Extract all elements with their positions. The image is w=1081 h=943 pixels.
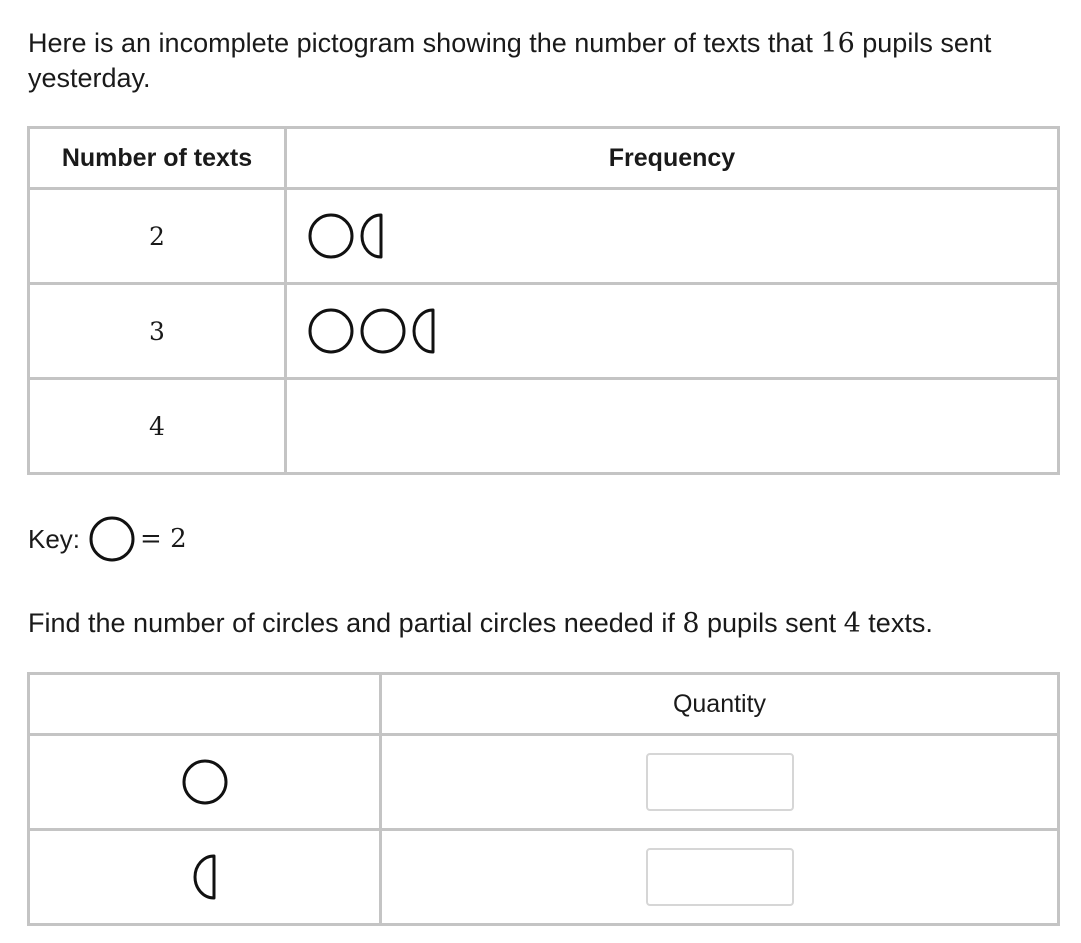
quantity-cell — [381, 830, 1059, 925]
answer-row-full-circle — [29, 735, 1059, 830]
full-circle-icon — [359, 307, 407, 355]
question-text-start: Find the number of circles and partial circles needed if — [28, 608, 683, 638]
intro-text-end: pupils sent yesterday. — [28, 28, 992, 93]
header-symbol — [29, 674, 381, 735]
frequency-cell-empty — [286, 379, 1059, 474]
pictogram-key — [28, 514, 187, 564]
key-label: Key: — [28, 523, 81, 554]
header-frequency: Frequency — [286, 128, 1059, 189]
full-circle-key-icon — [88, 515, 136, 563]
texts-value: 2 — [29, 189, 286, 284]
quantity-cell — [381, 735, 1059, 830]
intro-text-start: Here is an incomplete pictogram showing the number of texts that — [28, 28, 821, 58]
answer-table — [27, 672, 1060, 926]
question-text-middle: pupils sent — [699, 608, 844, 638]
half-circle-icon — [359, 212, 385, 260]
full-circle-icon — [307, 307, 355, 355]
pictogram-row — [29, 189, 1059, 284]
key-value: = 2 — [140, 524, 187, 554]
full-circle-icon — [181, 758, 229, 806]
question-texts: 4 — [843, 608, 861, 639]
answer-header-row — [29, 674, 1059, 735]
question-text — [28, 606, 933, 641]
symbol-row — [307, 401, 1057, 451]
symbol-cell — [29, 735, 381, 830]
full-circle-icon — [307, 212, 355, 260]
question-pupils: 8 — [682, 608, 700, 639]
pictogram-row — [29, 284, 1059, 379]
half-circle-icon — [192, 853, 218, 901]
frequency-cell — [286, 189, 1059, 284]
symbol-row — [307, 306, 1057, 356]
pictogram-row — [29, 379, 1059, 474]
frequency-cell — [286, 284, 1059, 379]
texts-value: 4 — [29, 379, 286, 474]
texts-value: 3 — [29, 284, 286, 379]
intro-text — [28, 26, 1058, 95]
half-circle-quantity-input[interactable] — [646, 848, 794, 906]
intro-pupils-count: 16 — [820, 28, 855, 59]
symbol-cell — [29, 830, 381, 925]
header-number-of-texts: Number of texts — [29, 128, 286, 189]
half-circle-icon — [411, 307, 437, 355]
pictogram-table — [27, 126, 1060, 475]
header-quantity: Quantity — [381, 674, 1059, 735]
symbol-row — [307, 211, 1057, 261]
full-circle-quantity-input[interactable] — [646, 753, 794, 811]
answer-row-half-circle — [29, 830, 1059, 925]
pictogram-header-row — [29, 128, 1059, 189]
question-text-end: texts. — [860, 608, 933, 638]
